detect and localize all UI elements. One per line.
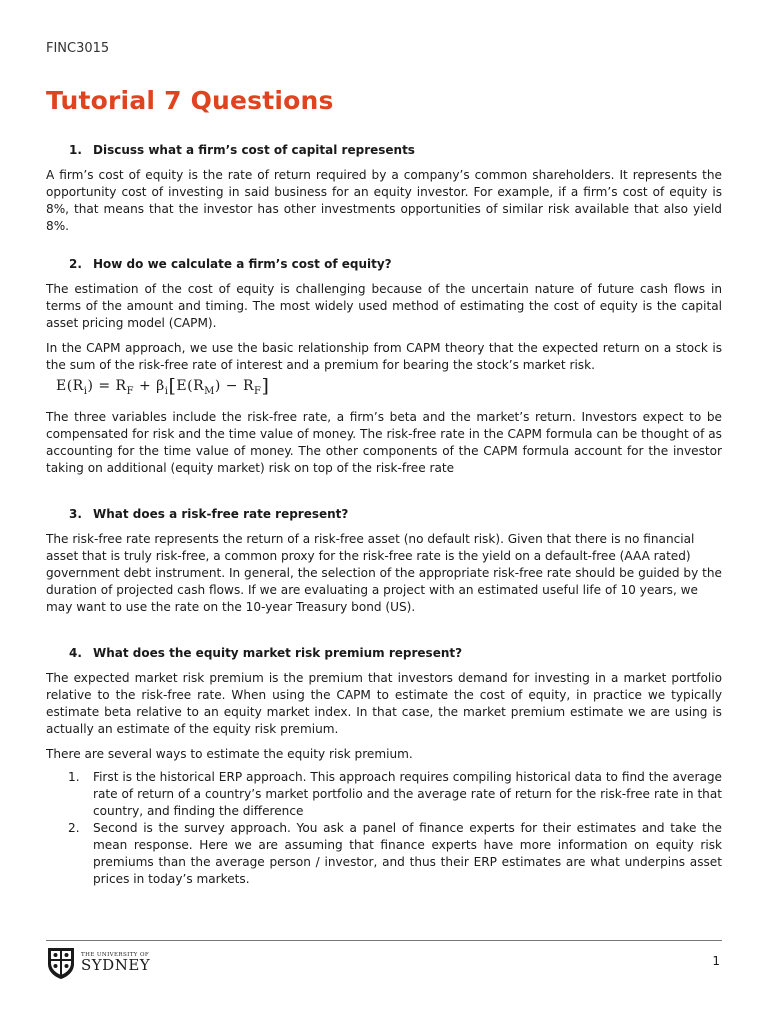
erp-methods-list [46, 769, 722, 888]
logo-big-text: SYDNEY [81, 956, 151, 975]
question-number: 1. [69, 143, 82, 157]
answer-paragraph: The estimation of the cost of equity is challenging because of the uncertain nature of future cash flows in terms of the amount and timing. The most widely used method of estimating the cost of equity is the capital asset pricing model (CAPM). [46, 282, 722, 330]
question-text: What does the equity market risk premium represent? [93, 646, 463, 660]
answer-paragraph: There are several ways to estimate the equity risk premium. [46, 747, 413, 761]
university-logo [46, 946, 150, 980]
question-text: What does a risk-free rate represent? [93, 507, 349, 521]
logo-small-text: THE UNIVERSITY OF [81, 951, 150, 958]
question-4-heading [46, 646, 722, 660]
question-1-heading [46, 143, 722, 157]
crest-icon [46, 946, 76, 980]
list-item: 2. Second is the survey approach. You ask a panel of finance experts for their estimates and take the mean response. Here we are assuming that finance experts have more information on equity risk premiums than the average person / investor, and thus their ERP estimates are what underpins asset prices in today’s markets. [68, 821, 722, 886]
question-number: 4. [69, 646, 82, 660]
page-title: Tutorial 7 Questions [46, 86, 334, 115]
footer-divider [46, 940, 722, 941]
course-code: FINC3015 [46, 41, 110, 56]
document-body [46, 143, 722, 888]
question-text: Discuss what a firm’s cost of capital represents [93, 143, 415, 157]
question-2-heading [46, 257, 722, 271]
answer-paragraph: The risk-free rate represents the return of a risk-free asset (no default risk). Given that there is no financial asset that is truly risk-free, a common proxy for the risk-free rate is the yield on a default-free (AAA rated) government debt instrument. In general, the selection of the appropriate risk-free rate should be guided by the duration of projected cash flows. If we are evaluating a project with an estimated useful life of 10 years, we may want to use the rate on the 10-year Treasury bond (US). [46, 532, 722, 614]
answer-paragraph: A firm’s cost of equity is the rate of return required by a company’s common shareholders. It represents the opportunity cost of investing in said business for an equity investor. For example, if a firm’s cost of equity is 8%, that means that the investor has other investments opportunities of similar risk available that also yield 8%. [46, 168, 722, 233]
answer-paragraph: In the CAPM approach, we use the basic relationship from CAPM theory that the expected return on a stock is the sum of the risk-free rate of interest and a premium for bearing the stock’s market risk. [46, 341, 722, 372]
capm-formula: $E(R_i) = R_F + \beta_i[E(R_M) - R_F]$ [56, 375, 270, 397]
question-number: 2. [69, 257, 82, 271]
question-3-heading [46, 507, 722, 521]
answer-paragraph: The three variables include the risk-free rate, a firm’s beta and the market’s return. Investors expect to be compensated for risk and the time value of money. The risk-free rate in the CAPM formula can be thought of as accounting for the time value of money. The other components of the CAPM formula account for the investor taking on additional (equity market) risk on top of the risk-free rate [46, 410, 722, 475]
list-item: 1. First is the historical ERP approach. This approach requires compiling historical data to find the average rate of return of a country’s market portfolio and the average rate of return for the risk-free rate in that country, and finding the difference [68, 770, 722, 818]
answer-paragraph: The expected market risk premium is the premium that investors demand for investing in a market portfolio relative to the risk-free rate. When using the CAPM to estimate the cost of equity, in practice we typically estimate beta relative to an equity market index. In that case, the market premium estimate we are using is actually an estimate of the equity risk premium. [46, 671, 722, 736]
question-text: How do we calculate a firm’s cost of equity? [93, 257, 392, 271]
question-number: 3. [69, 507, 82, 521]
page-number: 1 [712, 954, 720, 968]
